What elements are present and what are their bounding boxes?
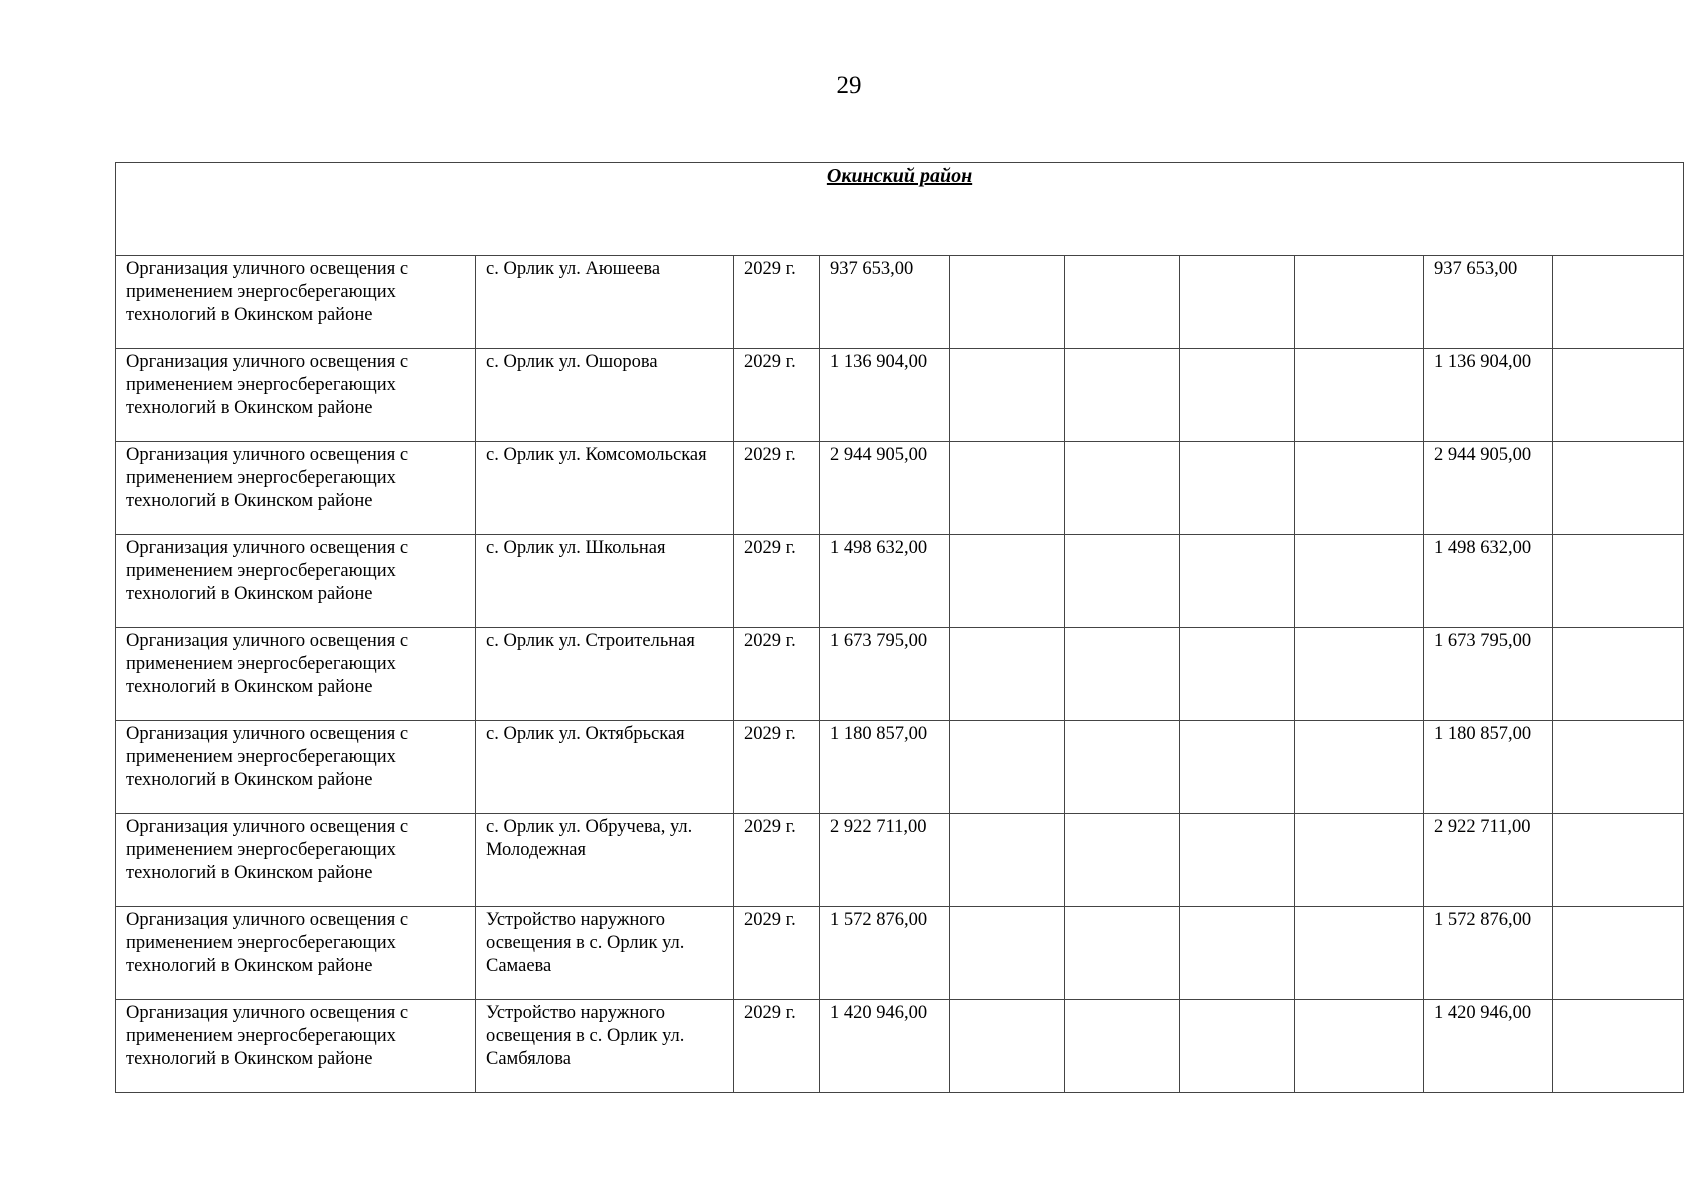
cell-empty <box>1295 256 1424 349</box>
cell-project-name: Организация уличного освещения с применением энергосберегающих технологий в Окинском районе <box>116 814 476 907</box>
cell-empty <box>1295 814 1424 907</box>
section-header-row <box>116 163 1684 256</box>
page-number: 29 <box>836 72 862 99</box>
cell-year: 2029 г. <box>734 349 820 442</box>
cell-empty <box>950 442 1065 535</box>
table-row <box>116 256 1684 349</box>
cell-project-name: Организация уличного освещения с применением энергосберегающих технологий в Окинском районе <box>116 535 476 628</box>
cell-year: 2029 г. <box>734 1000 820 1093</box>
table-row <box>116 628 1684 721</box>
cell-empty <box>1180 1000 1295 1093</box>
table-row <box>116 1000 1684 1093</box>
cell-amount: 2 922 711,00 <box>820 814 950 907</box>
cell-project-name: Организация уличного освещения с применением энергосберегающих технологий в Окинском районе <box>116 721 476 814</box>
cell-amount: 1 673 795,00 <box>820 628 950 721</box>
cell-location: с. Орлик ул. Школьная <box>476 535 734 628</box>
cell-location: с. Орлик ул. Ошорова <box>476 349 734 442</box>
cell-empty <box>1065 256 1180 349</box>
cell-year: 2029 г. <box>734 442 820 535</box>
cell-empty <box>1553 442 1684 535</box>
cell-empty <box>1065 349 1180 442</box>
cell-year: 2029 г. <box>734 256 820 349</box>
cell-empty <box>1553 349 1684 442</box>
cell-year: 2029 г. <box>734 628 820 721</box>
cell-total: 1 136 904,00 <box>1424 349 1553 442</box>
cell-amount: 1 420 946,00 <box>820 1000 950 1093</box>
cell-empty <box>1553 256 1684 349</box>
section-header-cell <box>116 163 1684 256</box>
cell-empty <box>1065 535 1180 628</box>
cell-empty <box>1065 721 1180 814</box>
cell-amount: 937 653,00 <box>820 256 950 349</box>
cell-amount: 1 572 876,00 <box>820 907 950 1000</box>
cell-project-name: Организация уличного освещения с применением энергосберегающих технологий в Окинском районе <box>116 349 476 442</box>
cell-empty <box>1295 1000 1424 1093</box>
cell-total: 937 653,00 <box>1424 256 1553 349</box>
cell-empty <box>1295 907 1424 1000</box>
cell-year: 2029 г. <box>734 721 820 814</box>
cell-empty <box>1553 1000 1684 1093</box>
cell-empty <box>1180 442 1295 535</box>
cell-total: 2 922 711,00 <box>1424 814 1553 907</box>
cell-empty <box>950 628 1065 721</box>
table-row <box>116 349 1684 442</box>
cell-empty <box>1295 628 1424 721</box>
cell-location: с. Орлик ул. Обручева, ул. Молодежная <box>476 814 734 907</box>
cell-amount: 1 180 857,00 <box>820 721 950 814</box>
cell-empty <box>1295 721 1424 814</box>
cell-location: с. Орлик ул. Аюшеева <box>476 256 734 349</box>
cell-project-name: Организация уличного освещения с применением энергосберегающих технологий в Окинском районе <box>116 1000 476 1093</box>
cell-project-name: Организация уличного освещения с применением энергосберегающих технологий в Окинском районе <box>116 256 476 349</box>
cell-location: с. Орлик ул. Октябрьская <box>476 721 734 814</box>
cell-amount: 2 944 905,00 <box>820 442 950 535</box>
cell-empty <box>950 256 1065 349</box>
cell-empty <box>1180 349 1295 442</box>
cell-empty <box>950 535 1065 628</box>
cell-empty <box>1553 535 1684 628</box>
cell-empty <box>1065 814 1180 907</box>
section-title: Окинский район <box>826 165 973 187</box>
cell-project-name: Организация уличного освещения с применением энергосберегающих технологий в Окинском районе <box>116 628 476 721</box>
cell-total: 1 673 795,00 <box>1424 628 1553 721</box>
cell-empty <box>1295 349 1424 442</box>
cell-empty <box>950 814 1065 907</box>
cell-empty <box>950 721 1065 814</box>
cell-total: 2 944 905,00 <box>1424 442 1553 535</box>
table-row <box>116 907 1684 1000</box>
cell-location: с. Орлик ул. Комсомольская <box>476 442 734 535</box>
cell-empty <box>1180 721 1295 814</box>
cell-empty <box>950 1000 1065 1093</box>
cell-empty <box>1295 535 1424 628</box>
cell-empty <box>1180 535 1295 628</box>
cell-project-name: Организация уличного освещения с применением энергосберегающих технологий в Окинском районе <box>116 907 476 1000</box>
cell-empty <box>1553 721 1684 814</box>
cell-project-name: Организация уличного освещения с применением энергосберегающих технологий в Окинском районе <box>116 442 476 535</box>
cell-empty <box>1065 907 1180 1000</box>
budget-table <box>115 162 1684 1093</box>
cell-empty <box>1295 442 1424 535</box>
table-row <box>116 721 1684 814</box>
cell-empty <box>1180 907 1295 1000</box>
cell-empty <box>1180 256 1295 349</box>
cell-location: с. Орлик ул. Строительная <box>476 628 734 721</box>
table-row <box>116 442 1684 535</box>
cell-total: 1 420 946,00 <box>1424 1000 1553 1093</box>
cell-amount: 1 498 632,00 <box>820 535 950 628</box>
cell-year: 2029 г. <box>734 907 820 1000</box>
cell-year: 2029 г. <box>734 814 820 907</box>
cell-empty <box>1553 907 1684 1000</box>
cell-empty <box>1553 814 1684 907</box>
cell-location: Устройство наружного освещения в с. Орлик ул. Самаева <box>476 907 734 1000</box>
table-row <box>116 535 1684 628</box>
cell-total: 1 180 857,00 <box>1424 721 1553 814</box>
cell-empty <box>1065 1000 1180 1093</box>
cell-total: 1 498 632,00 <box>1424 535 1553 628</box>
cell-total: 1 572 876,00 <box>1424 907 1553 1000</box>
cell-empty <box>1553 628 1684 721</box>
cell-amount: 1 136 904,00 <box>820 349 950 442</box>
cell-empty <box>1180 814 1295 907</box>
table-row <box>116 814 1684 907</box>
cell-empty <box>950 349 1065 442</box>
cell-empty <box>1065 442 1180 535</box>
cell-empty <box>950 907 1065 1000</box>
cell-location: Устройство наружного освещения в с. Орлик ул. Самбялова <box>476 1000 734 1093</box>
cell-empty <box>1180 628 1295 721</box>
cell-empty <box>1065 628 1180 721</box>
cell-year: 2029 г. <box>734 535 820 628</box>
